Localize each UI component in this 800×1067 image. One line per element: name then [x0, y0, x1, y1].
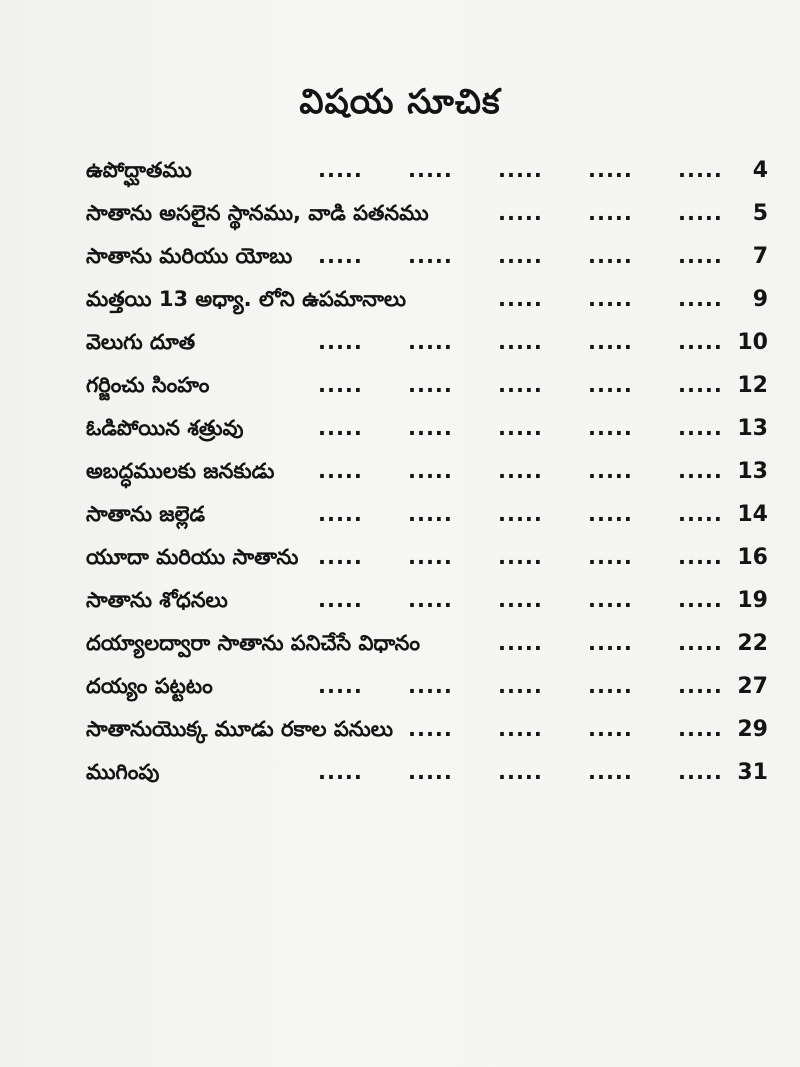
dot-leader: ..... [498, 330, 543, 354]
toc-entry [86, 580, 768, 623]
dot-leader: ..... [498, 459, 543, 483]
toc-entry-page-number: 27 [737, 674, 768, 699]
toc-entry [86, 150, 768, 193]
dot-leader: ..... [408, 244, 453, 268]
dot-leader: ..... [318, 588, 363, 612]
toc-entry-page-number: 12 [737, 373, 768, 398]
toc-entry-label: సాతాను జల్లెడ [86, 502, 206, 526]
dot-leader: ..... [588, 545, 633, 569]
toc-entry-page-number: 9 [752, 287, 768, 312]
toc-entry [86, 279, 768, 322]
toc-entry-label: సాతాను శోధనలు [86, 588, 228, 612]
dot-leader: ..... [678, 545, 723, 569]
dot-leader: ..... [588, 330, 633, 354]
dot-leader: ..... [678, 287, 723, 311]
dot-leader: ..... [678, 502, 723, 526]
dot-leader: ..... [588, 717, 633, 741]
dot-leader: ..... [408, 588, 453, 612]
dot-leader: ..... [318, 760, 363, 784]
dot-leader: ..... [408, 545, 453, 569]
toc-entry-label: అబద్ధములకు జనకుడు [86, 459, 275, 483]
toc-entry-label: దయ్యం పట్టటం [86, 674, 213, 698]
toc-entry [86, 537, 768, 580]
dot-leader: ..... [408, 459, 453, 483]
dot-leader: ..... [588, 631, 633, 655]
toc-entry-label: ఓడిపోయిన శత్రువు [86, 416, 244, 440]
dot-leader: ..... [408, 717, 453, 741]
dot-leader: ..... [678, 373, 723, 397]
toc-entry-label: మత్తయి 13 అధ్యా. లోని ఉపమానాలు [86, 287, 407, 311]
toc-entry [86, 408, 768, 451]
dot-leader: ..... [588, 287, 633, 311]
dot-leader: ..... [408, 502, 453, 526]
toc-entry-page-number: 10 [737, 330, 768, 355]
dot-leader: ..... [678, 244, 723, 268]
dot-leader: ..... [318, 373, 363, 397]
dot-leader: ..... [678, 330, 723, 354]
toc-entry [86, 709, 768, 752]
toc-entry [86, 623, 768, 666]
dot-leader: ..... [318, 674, 363, 698]
dot-leader: ..... [498, 244, 543, 268]
dot-leader: ..... [318, 158, 363, 182]
dot-leader: ..... [678, 201, 723, 225]
dot-leader: ..... [498, 373, 543, 397]
dot-leader: ..... [588, 502, 633, 526]
dot-leader: ..... [588, 201, 633, 225]
dot-leader: ..... [408, 330, 453, 354]
dot-leader: ..... [318, 416, 363, 440]
dot-leader: ..... [318, 330, 363, 354]
toc-entry-page-number: 19 [737, 588, 768, 613]
dot-leader: ..... [678, 459, 723, 483]
toc-entry-label: గర్జించు సింహం [86, 373, 210, 397]
dot-leader: ..... [678, 717, 723, 741]
dot-leader: ..... [588, 244, 633, 268]
dot-leader: ..... [498, 545, 543, 569]
dot-leader: ..... [408, 373, 453, 397]
dot-leader: ..... [588, 373, 633, 397]
toc-entry [86, 322, 768, 365]
toc-entry-page-number: 13 [737, 416, 768, 441]
toc-entry-label: యూదా మరియు సాతాను [86, 545, 299, 569]
dot-leader: ..... [678, 760, 723, 784]
toc-entry-label: ముగింపు [86, 760, 160, 784]
dot-leader: ..... [408, 674, 453, 698]
toc-entry-page-number: 31 [737, 760, 768, 785]
toc-entry-page-number: 7 [752, 244, 768, 269]
dot-leader: ..... [678, 158, 723, 182]
dot-leader: ..... [678, 588, 723, 612]
toc-entry-page-number: 16 [737, 545, 768, 570]
toc-entry-page-number: 4 [752, 158, 768, 183]
toc-entry-label: సాతాను మరియు యోబు [86, 244, 293, 268]
dot-leader: ..... [318, 459, 363, 483]
dot-leader: ..... [408, 416, 453, 440]
dot-leader: ..... [588, 416, 633, 440]
toc-entry [86, 494, 768, 537]
toc-entry-page-number: 29 [737, 717, 768, 742]
dot-leader: ..... [588, 158, 633, 182]
toc-entry [86, 451, 768, 494]
toc-entry [86, 666, 768, 709]
dot-leader: ..... [408, 760, 453, 784]
toc-entry-label: దయ్యాలద్వారా సాతాను పనిచేసే విధానం [86, 631, 420, 655]
dot-leader: ..... [498, 760, 543, 784]
dot-leader: ..... [408, 158, 453, 182]
toc-entry-page-number: 14 [737, 502, 768, 527]
toc-entry-label: సాతాను అసలైన స్థానము, వాడి పతనము [86, 201, 429, 225]
dot-leader: ..... [318, 244, 363, 268]
dot-leader: ..... [678, 416, 723, 440]
dot-leader: ..... [498, 287, 543, 311]
dot-leader: ..... [588, 760, 633, 784]
toc-entry-label: వెలుగు దూత [86, 330, 196, 354]
dot-leader: ..... [678, 631, 723, 655]
dot-leader: ..... [498, 717, 543, 741]
dot-leader: ..... [498, 201, 543, 225]
toc-entry-page-number: 22 [737, 631, 768, 656]
toc-entry [86, 193, 768, 236]
dot-leader: ..... [498, 631, 543, 655]
dot-leader: ..... [498, 416, 543, 440]
toc-entry [86, 752, 768, 795]
dot-leader: ..... [588, 459, 633, 483]
toc-entry [86, 236, 768, 279]
dot-leader: ..... [498, 502, 543, 526]
toc-entry-label: సాతానుయొక్క మూడు రకాల పనులు [86, 717, 393, 741]
toc-entry [86, 365, 768, 408]
dot-leader: ..... [498, 588, 543, 612]
dot-leader: ..... [498, 158, 543, 182]
toc-entry-page-number: 13 [737, 459, 768, 484]
dot-leader: ..... [318, 545, 363, 569]
toc-entry-page-number: 5 [752, 201, 768, 226]
table-of-contents [86, 150, 768, 795]
dot-leader: ..... [318, 502, 363, 526]
toc-entry-label: ఉపోద్ఘాతము [86, 158, 192, 182]
dot-leader: ..... [678, 674, 723, 698]
dot-leader: ..... [588, 674, 633, 698]
page-title: విషయ సూచిక [299, 82, 501, 122]
dot-leader: ..... [498, 674, 543, 698]
dot-leader: ..... [588, 588, 633, 612]
